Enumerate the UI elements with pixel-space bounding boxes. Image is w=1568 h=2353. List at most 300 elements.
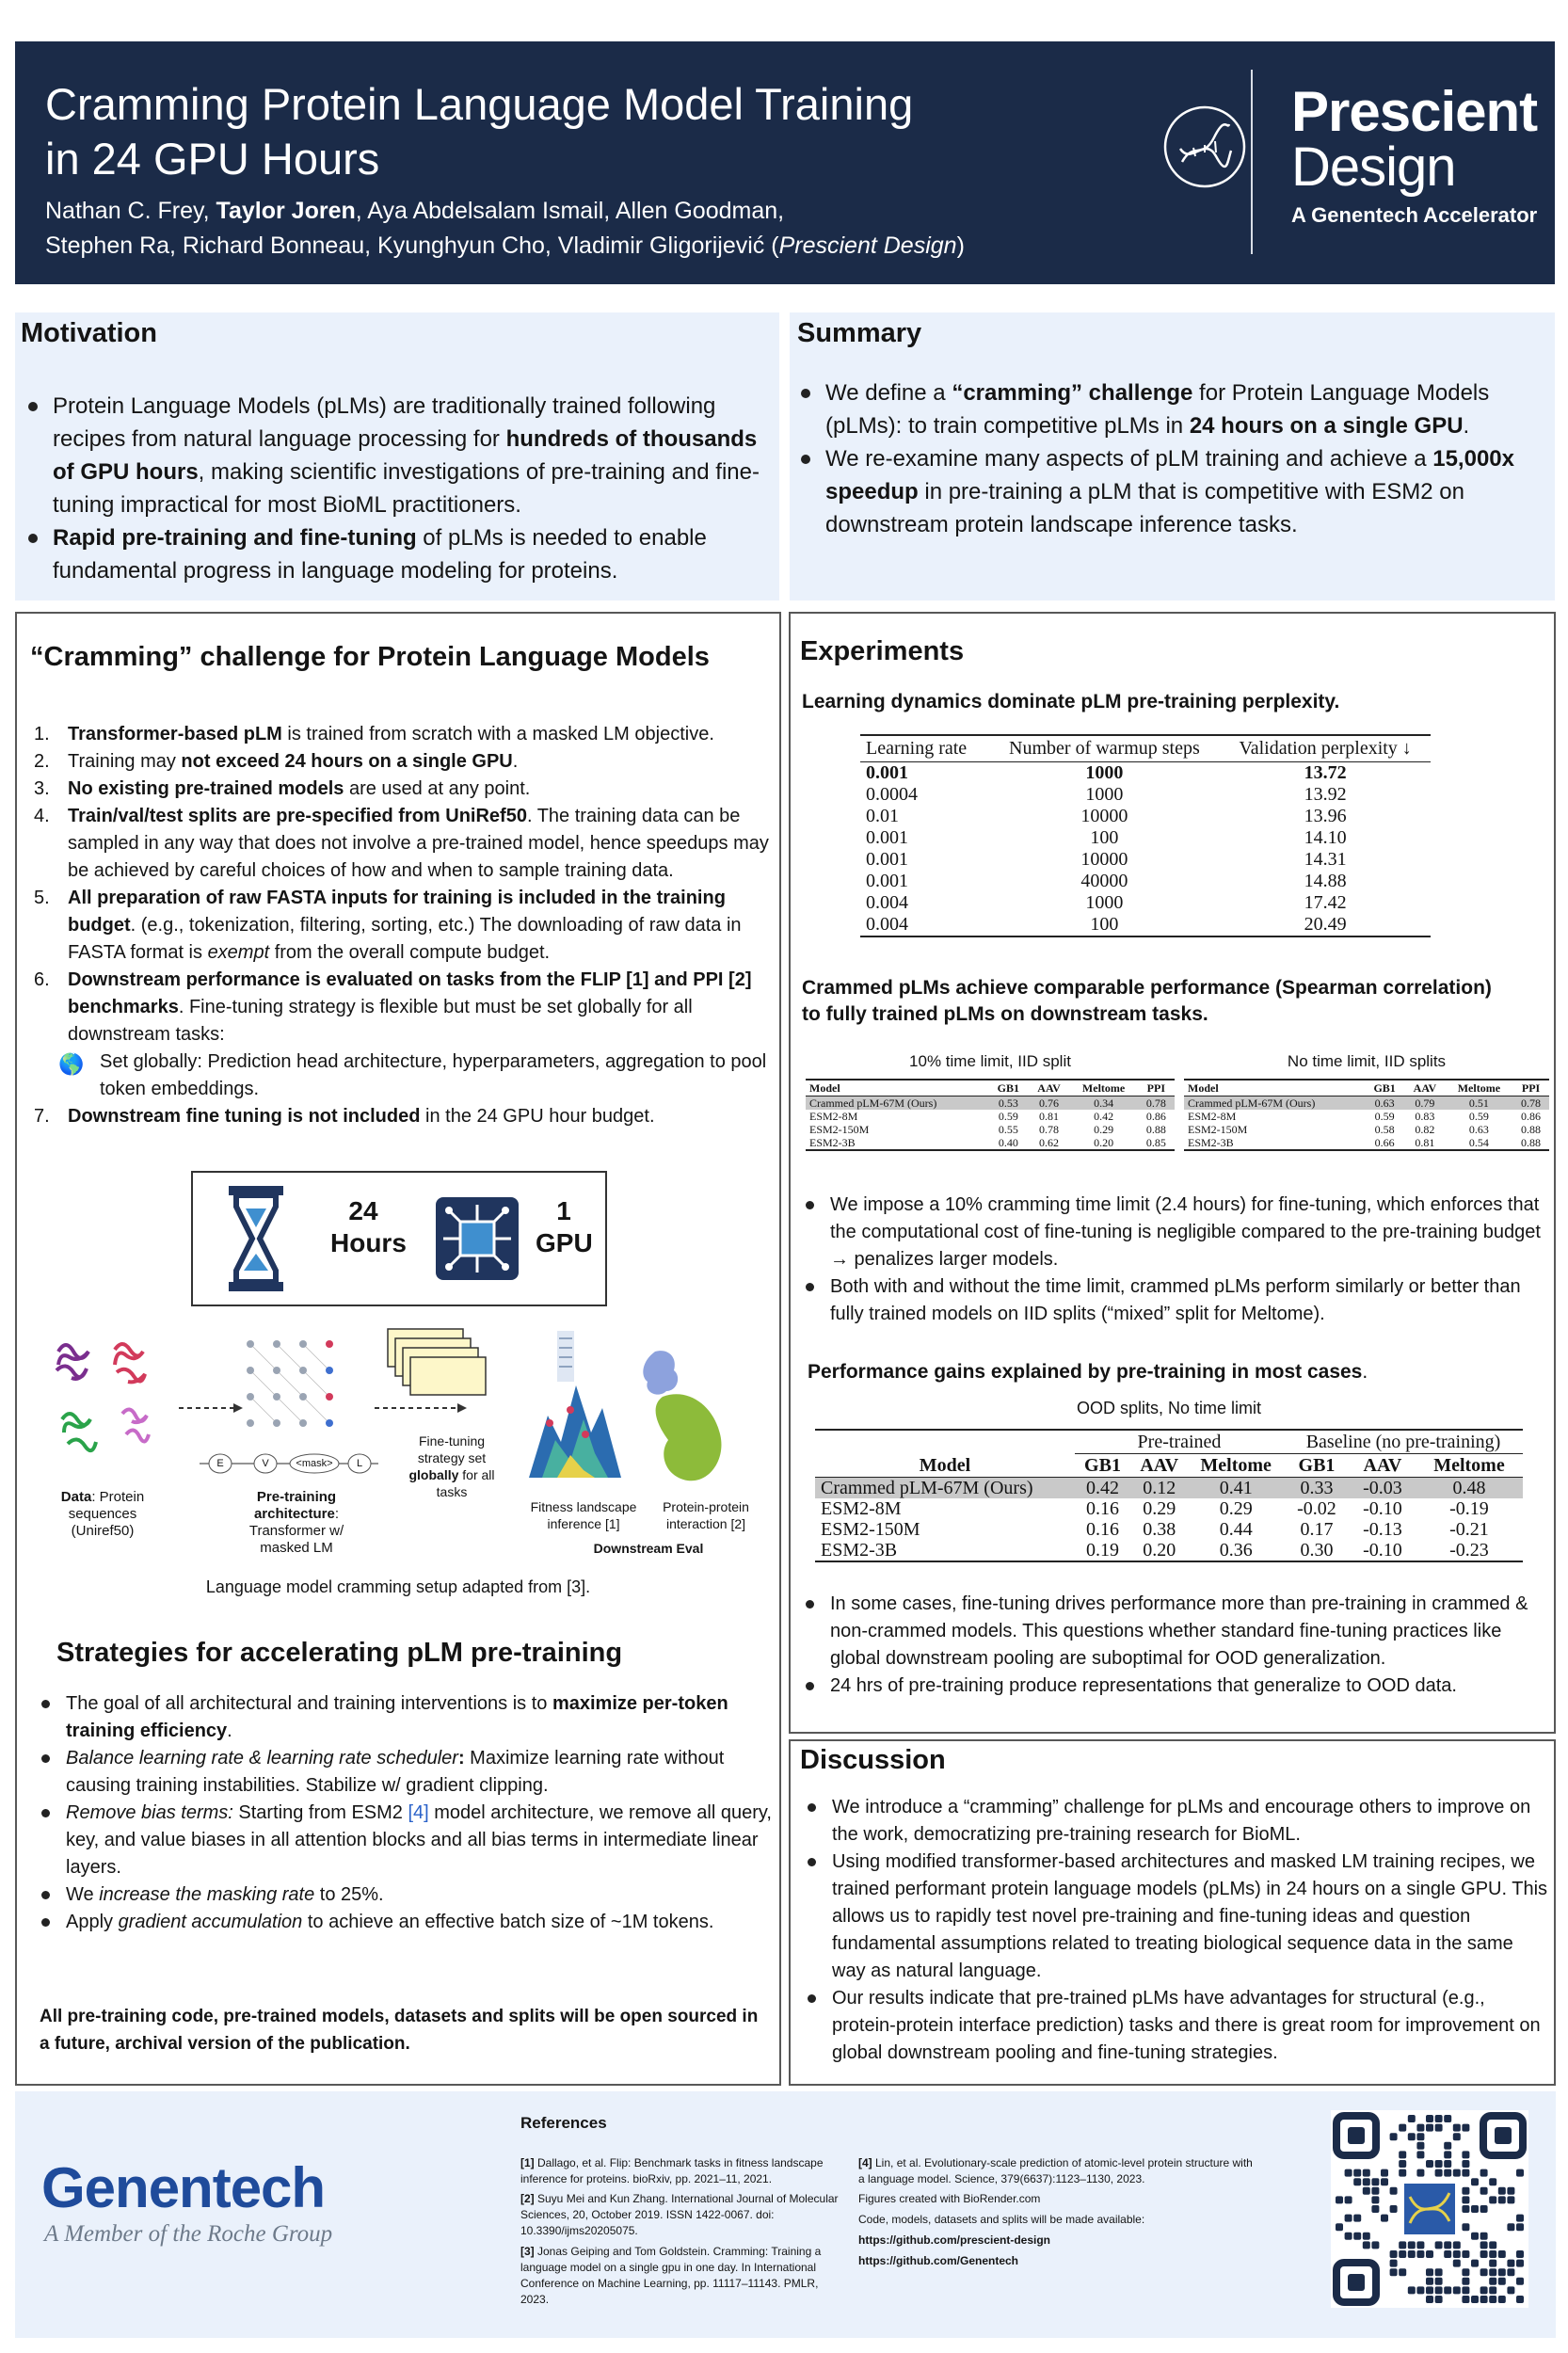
table-cell: 17.42 — [1304, 892, 1347, 913]
qr-module — [1480, 2205, 1488, 2213]
logo-divider — [1251, 70, 1253, 254]
iid-no-limit-table — [1184, 1079, 1549, 1151]
reference-2: [2] Suyu Mei and Kun Zhang. International Journal of Molecular Sciences, 20, October 2019. ISSN 1422-0067. doi: 10.3390/ijms20205075. — [520, 2192, 839, 2237]
qr-module — [1462, 2169, 1469, 2177]
gpu-label: GPU — [536, 1228, 593, 1257]
column-header: Model — [919, 1454, 971, 1476]
table-cell: Crammed pLM-67M (Ours) — [821, 1478, 1033, 1498]
list-item: Remove bias terms: Starting from ESM2 [4] model architecture, we remove all query, key, and value biases in all attention blocks and all bias terms in intermediate linear layers. — [34, 1800, 774, 1881]
list-item: Apply gradient accumulation to achieve an effective batch size of ~1M tokens. — [34, 1909, 774, 1936]
qr-module — [1371, 2178, 1379, 2185]
table-cell: 0.17 — [1300, 1519, 1334, 1540]
qr-module — [1345, 2215, 1352, 2222]
qr-module — [1471, 2178, 1479, 2185]
reference-4: [4] Lin, et al. Evolutionary-scale prediction of atomic-level protein structure with a language model. Science, 379(6637):1123–1130, 2023. — [858, 2156, 1253, 2185]
iid-time-limit-table — [806, 1079, 1175, 1151]
qr-module — [1336, 2223, 1343, 2231]
column-header: AAV — [1140, 1455, 1179, 1476]
list-item: 24 hrs of pre-training produce representations that generalize to OOD data. — [798, 1673, 1549, 1700]
rule-item: 6. Downstream performance is evaluated on tasks from the FLIP [1] and PPI [2] benchmarks. Fine-tuning strategy is flexible but must be set globally for all downstream tasks: — [34, 969, 752, 1045]
table-cell: 0.42 — [1086, 1478, 1119, 1498]
table-cell: 0.82 — [1415, 1123, 1435, 1136]
qr-module — [1480, 2286, 1488, 2294]
brand-prescient: Prescient — [1291, 80, 1538, 143]
qr-module — [1516, 2169, 1524, 2177]
ppi-label: Protein-protein interaction [2] — [663, 1499, 749, 1531]
qr-module — [1516, 2250, 1524, 2258]
table-cell: 0.54 — [1468, 1136, 1489, 1149]
qr-module — [1426, 2268, 1433, 2276]
qr-module — [1345, 2169, 1352, 2177]
qr-module — [1489, 2196, 1496, 2203]
qr-module — [1507, 2196, 1514, 2203]
table-cell: 0.66 — [1374, 1136, 1395, 1149]
column-header: GB1 — [1373, 1081, 1396, 1095]
qr-module — [1462, 2223, 1469, 2231]
qr-module — [1353, 2169, 1361, 2177]
qr-module — [1462, 2160, 1469, 2168]
table-cell: Crammed pLM-67M (Ours) — [809, 1096, 937, 1110]
qr-module — [1435, 2115, 1443, 2122]
qr-module — [1462, 2250, 1469, 2258]
reference-1: [1] Dallago, et al. Flip: Benchmark tasks in fitness landscape inference for proteins. bioRxiv, pp. 2021–11, 2021. — [520, 2156, 824, 2185]
qr-module — [1498, 2187, 1506, 2195]
qr-module — [1408, 2286, 1416, 2294]
qr-module — [1462, 2196, 1469, 2203]
architecture-label: Pre-training architecture: Transformer w/ masked LM — [248, 1489, 344, 1556]
authors-text: , Aya Abdelsalam Ismail, Allen Goodman, — [355, 198, 785, 224]
table-cell: 14.10 — [1304, 827, 1347, 848]
table-row — [815, 1540, 1523, 1561]
roche-tagline: A Member of the Roche Group — [44, 2221, 333, 2247]
column-header: PPI — [1521, 1081, 1541, 1095]
table-cell: 0.63 — [1374, 1096, 1395, 1110]
table-cell: 0.01 — [866, 806, 899, 826]
qr-module — [1416, 2250, 1424, 2258]
gpu-chip-icon — [430, 1192, 524, 1286]
fitness-landscape-icon — [529, 1329, 623, 1483]
table-cell: 0.59 — [1374, 1110, 1395, 1123]
table-cell: 0.81 — [1415, 1136, 1435, 1149]
challenge-rules-list — [34, 721, 772, 1130]
qr-module — [1408, 2133, 1416, 2140]
column-header: AAV — [1413, 1081, 1437, 1095]
qr-module — [1390, 2205, 1398, 2213]
table-cell: 1000 — [1085, 784, 1124, 805]
poster-title — [45, 77, 913, 186]
table-cell: 20.49 — [1304, 914, 1347, 935]
table-cell: 0.78 — [1521, 1096, 1542, 1110]
qr-module — [1498, 2296, 1506, 2303]
qr-module — [1416, 2286, 1424, 2294]
qr-module — [1489, 2260, 1496, 2267]
qr-module — [1507, 2268, 1514, 2276]
table-cell: 0.004 — [866, 892, 908, 913]
qr-module — [1462, 2278, 1469, 2285]
list-item: Balance learning rate & learning rate scheduler: Maximize learning rate without causing training instabilities. Stabilize w/ gradient clipping. — [34, 1745, 774, 1800]
brand-design: Design — [1291, 136, 1456, 198]
ood-table — [815, 1429, 1523, 1562]
table-row — [806, 1096, 1175, 1111]
list-item: We increase the masking rate to 25%. — [34, 1881, 774, 1909]
qr-module — [1408, 2115, 1416, 2122]
affiliation: Prescient Design — [778, 232, 957, 259]
table-cell: 0.76 — [1039, 1096, 1059, 1110]
table-cell: -0.10 — [1363, 1498, 1402, 1519]
table-caption: OOD splits, No time limit — [1076, 1399, 1262, 1417]
qr-module — [1426, 2124, 1433, 2132]
qr-module — [1444, 2160, 1451, 2168]
table-cell: 1000 — [1085, 892, 1124, 913]
qr-module — [1399, 2268, 1406, 2276]
poster-header — [15, 41, 1555, 284]
column-header: GB1 — [997, 1081, 1019, 1095]
summary-list — [793, 376, 1537, 541]
table-row — [860, 806, 1431, 827]
qr-module — [1435, 2278, 1443, 2285]
rule-item: 2. Training may not exceed 24 hours on a single GPU. — [34, 751, 519, 772]
qr-module — [1462, 2124, 1469, 2132]
table-row — [1184, 1136, 1549, 1150]
list-item: We re-examine many aspects of pLM training and achieve a 15,000x speedup in pre-training a pLM that is competitive with ESM2 on downstream protein landscape inference tasks. — [793, 442, 1537, 541]
table-cell: ESM2-8M — [1188, 1110, 1237, 1123]
qr-module — [1498, 2278, 1506, 2285]
qr-module — [1371, 2187, 1379, 2195]
qr-module — [1453, 2133, 1461, 2140]
table-cell: ESM2-3B — [809, 1136, 856, 1149]
qr-module — [1363, 2233, 1370, 2240]
rule-subitem: 🌎 Set globally: Prediction head architecture, hyperparameters, aggregation to pool token embeddings. — [58, 1051, 767, 1099]
table-row — [860, 849, 1431, 871]
table-cell: 14.88 — [1304, 871, 1347, 891]
column-header: Number of warmup steps — [1009, 738, 1200, 759]
downstream-eval-label: Downstream Eval — [593, 1541, 704, 1556]
qr-module — [1453, 2286, 1461, 2294]
qr-module — [1371, 2196, 1379, 2203]
qr-module — [1426, 2115, 1433, 2122]
arrow-icon — [375, 1402, 469, 1414]
qr-module — [1435, 2169, 1443, 2177]
qr-module — [1462, 2286, 1469, 2294]
qr-module — [1516, 2223, 1524, 2231]
table-cell: 0.42 — [1094, 1110, 1114, 1123]
qr-module — [1399, 2124, 1406, 2132]
qr-module — [1399, 2250, 1406, 2258]
qr-module — [1516, 2260, 1524, 2267]
table-cell: 13.96 — [1304, 806, 1347, 826]
qr-module — [1353, 2215, 1361, 2222]
qr-module — [1390, 2187, 1398, 2195]
author-list — [45, 194, 965, 264]
table-cell: -0.10 — [1363, 1540, 1402, 1561]
summary-title: Summary — [797, 318, 922, 348]
table-cell: 13.72 — [1304, 762, 1347, 783]
list-item: Using modified transformer-based architectures and masked LM training recipes, we trained performant protein language models (pLMs) in 24 hours on a single GPU. This allows us to rapidly test novel pre-training and fine-tuning ideas and question fundamental assumptions related to treating biological sequence data in the same way as natural language. — [800, 1849, 1549, 1985]
qr-module — [1416, 2124, 1424, 2132]
qr-module — [1489, 2278, 1496, 2285]
qr-module — [1462, 2205, 1469, 2213]
table-caption: 10% time limit, IID split — [909, 1052, 1071, 1070]
token-label: E — [216, 1458, 224, 1469]
table-cell: 0.53 — [998, 1096, 1018, 1110]
table-row — [1184, 1123, 1549, 1136]
qr-module — [1444, 2151, 1451, 2158]
qr-module — [1390, 2260, 1398, 2267]
fitness-label: Fitness landscape inference [1] — [530, 1499, 637, 1531]
table-cell: 0.001 — [866, 849, 908, 870]
table-cell: 0.59 — [1468, 1110, 1489, 1123]
reference-link[interactable]: [4] — [408, 1802, 429, 1823]
column-header: Model — [1188, 1081, 1219, 1095]
qr-module — [1507, 2187, 1514, 2195]
github-prescient-link[interactable]: https://github.com/prescient-design — [858, 2233, 1051, 2247]
qr-module — [1471, 2205, 1479, 2213]
qr-module — [1353, 2233, 1361, 2240]
qr-module — [1363, 2169, 1370, 2177]
table-cell: 0.20 — [1143, 1540, 1176, 1561]
list-item: Protein Language Models (pLMs) are traditionally trained following recipes from natural language processing for hundreds of thousands of GPU hours, making scientific investigations of pre-training and fine-tuning impractical for most BioML practitioners. — [21, 390, 774, 521]
qr-module — [1489, 2241, 1496, 2249]
table-cell: -0.02 — [1297, 1498, 1336, 1519]
table-cell: 0.12 — [1143, 1478, 1176, 1498]
table-cell: 0.004 — [866, 914, 908, 935]
qr-module — [1489, 2250, 1496, 2258]
learning-dynamics-heading: Learning dynamics dominate pLM pre-training perplexity. — [802, 691, 1340, 712]
qr-module — [1507, 2286, 1514, 2294]
list-item: Our results indicate that pre-trained pLMs have advantages for structural (e.g., protein-protein interface prediction) tasks and there is great room for improvement on global downstream pooling and fine-tuning strategies. — [800, 1985, 1549, 2067]
qr-module — [1353, 2178, 1361, 2185]
title-line-1: Cramming Protein Language Model Training — [45, 79, 914, 129]
table-cell: 0.59 — [998, 1110, 1018, 1123]
table-cell: -0.23 — [1449, 1540, 1489, 1561]
motivation-panel — [15, 312, 779, 600]
qr-module — [1416, 2169, 1424, 2177]
strategies-title: Strategies for accelerating pLM pre-training — [56, 1638, 623, 1668]
hourglass-icon — [229, 1186, 283, 1291]
table-cell: ESM2-150M — [821, 1519, 920, 1540]
authors-text: Nathan C. Frey, — [45, 198, 216, 224]
table-cell: -0.19 — [1449, 1498, 1489, 1519]
authors-text: Stephen Ra, Richard Bonneau, Kyunghyun Cho, Vladimir Gligorijević ( — [45, 232, 779, 259]
table-row — [1184, 1096, 1549, 1111]
github-genentech-link[interactable]: https://github.com/Genentech — [858, 2254, 1018, 2267]
table-cell: -0.03 — [1363, 1478, 1402, 1498]
brand-tagline: A Genentech Accelerator — [1291, 203, 1538, 227]
cramming-title: “Cramming” challenge for Protein Language Models — [30, 642, 710, 672]
table-cell: 0.79 — [1415, 1096, 1435, 1110]
rule-item: 7. Downstream fine tuning is not included in the 24 GPU hour budget. — [34, 1106, 655, 1127]
dna-logo-icon — [1161, 104, 1248, 190]
column-header: AAV — [1363, 1455, 1402, 1476]
qr-module — [1498, 2268, 1506, 2276]
table-row — [815, 1519, 1523, 1540]
table-cell: 10000 — [1080, 806, 1128, 826]
qr-module — [1453, 2250, 1461, 2258]
qr-module — [1345, 2233, 1352, 2240]
qr-module — [1444, 2286, 1451, 2294]
table-row — [1184, 1110, 1549, 1123]
qr-module — [1498, 2250, 1506, 2258]
table-header-row — [860, 735, 1431, 762]
mask-token-label: <mask> — [296, 1458, 333, 1469]
table-cell: 0.19 — [1086, 1540, 1119, 1561]
experiments-list-2 — [798, 1591, 1549, 1700]
qr-module — [1453, 2169, 1461, 2177]
qr-module — [1435, 2268, 1443, 2276]
hours-number: 24 — [348, 1196, 378, 1225]
table-cell: 0.0004 — [866, 784, 918, 805]
protein-sequences-icon — [49, 1333, 160, 1470]
table-cell: 0.86 — [1145, 1110, 1166, 1123]
table-cell: 0.001 — [866, 762, 908, 783]
qr-module — [1363, 2187, 1370, 2195]
presenting-author: Taylor Joren — [216, 198, 356, 224]
table-cell: ESM2-3B — [1188, 1136, 1234, 1149]
ood-heading: Performance gains explained by pre-training in most cases. — [808, 1361, 1368, 1383]
qr-module — [1390, 2133, 1398, 2140]
list-item: In some cases, fine-tuning drives performance more than pre-training in crammed & non-crammed models. This questions whether standard fine-tuning practices like global downstream pooling are suboptimal for OOD generalization. — [798, 1591, 1549, 1673]
table-cell: 0.88 — [1145, 1123, 1166, 1136]
hours-label: Hours — [330, 1228, 407, 1257]
qr-module — [1435, 2241, 1443, 2249]
qr-module — [1381, 2169, 1388, 2177]
table-cell: ESM2-150M — [1188, 1123, 1248, 1136]
qr-module — [1489, 2296, 1496, 2303]
table-cell: 0.29 — [1143, 1498, 1176, 1519]
qr-module — [1416, 2151, 1424, 2158]
column-header: Validation perplexity ↓ — [1239, 738, 1412, 759]
table-cell: 0.33 — [1300, 1478, 1334, 1498]
table-cell: -0.13 — [1363, 1519, 1402, 1540]
qr-module — [1444, 2169, 1451, 2177]
table-cell: ESM2-8M — [809, 1110, 858, 1123]
table-row — [815, 1498, 1523, 1519]
token-label: V — [262, 1458, 269, 1469]
table-cell: 0.29 — [1219, 1498, 1253, 1519]
qr-module — [1480, 2187, 1488, 2195]
qr-module — [1516, 2215, 1524, 2222]
table-cell: 100 — [1090, 827, 1119, 848]
table-row — [860, 871, 1431, 892]
table-cell: 0.44 — [1219, 1519, 1253, 1540]
qr-module — [1507, 2260, 1514, 2267]
table-cell: -0.21 — [1449, 1519, 1489, 1540]
table-cell: 0.20 — [1094, 1136, 1114, 1149]
column-header: Meltome — [1433, 1455, 1505, 1476]
column-header: AAV — [1037, 1081, 1061, 1095]
rule-item: 3. No existing pre-trained models are used at any point. — [34, 778, 531, 799]
table-cell: 0.001 — [866, 827, 908, 848]
globe-icon: 🌎 — [58, 1052, 85, 1076]
qr-module — [1462, 2187, 1469, 2195]
qr-module — [1426, 2160, 1433, 2168]
experiments-title: Experiments — [800, 636, 965, 666]
figure-caption: Language model cramming setup adapted from [3]. — [205, 1577, 591, 1596]
list-item: We define a “cramming” challenge for Protein Language Models (pLMs): to train competitive pLMs in 24 hours on a single GPU. — [793, 376, 1537, 442]
table-cell: 0.29 — [1094, 1123, 1114, 1136]
qr-module — [1390, 2250, 1398, 2258]
table-cell: Crammed pLM-67M (Ours) — [1188, 1096, 1316, 1110]
table-cell: 0.78 — [1145, 1096, 1166, 1110]
table-cell: 0.16 — [1086, 1519, 1119, 1540]
list-item: We introduce a “cramming” challenge for pLMs and encourage others to improve on the work, democratizing pre-training research for BioML. — [800, 1794, 1549, 1849]
column-header: GB1 — [1084, 1455, 1121, 1476]
qr-module — [1426, 2286, 1433, 2294]
table-cell: ESM2-150M — [809, 1123, 870, 1136]
qr-module — [1399, 2151, 1406, 2158]
genentech-logo: Genentech — [41, 2156, 326, 2219]
qr-module — [1453, 2124, 1461, 2132]
table-caption: No time limit, IID splits — [1287, 1052, 1447, 1070]
table-cell: 0.30 — [1300, 1540, 1334, 1561]
qr-module — [1471, 2296, 1479, 2303]
strategies-list — [34, 1690, 774, 1936]
biorender-credit: Figures created with BioRender.com — [858, 2192, 1041, 2205]
qr-module — [1444, 2250, 1451, 2258]
rule-item: 1. Transformer-based pLM is trained from scratch with a masked LM objective. — [34, 724, 714, 744]
availability-note: Code, models, datasets and splits will be made available: — [858, 2213, 1145, 2226]
table-cell: 0.34 — [1094, 1096, 1114, 1110]
qr-module — [1371, 2205, 1379, 2213]
qr-module — [1462, 2151, 1469, 2158]
open-source-note: All pre-training code, pre-trained models, datasets and splits will be open sourced in a future, archival version of the publication. — [40, 2007, 759, 2054]
table-row — [860, 914, 1431, 936]
qr-module — [1371, 2241, 1379, 2249]
column-header: Meltome — [1200, 1455, 1272, 1476]
table-cell: 10000 — [1080, 849, 1128, 870]
qr-module — [1453, 2260, 1461, 2267]
qr-module — [1480, 2169, 1488, 2177]
table-row — [806, 1110, 1175, 1123]
data-label: Data: Protein sequences (Uniref50) — [60, 1489, 145, 1539]
table-cell: 40000 — [1080, 871, 1128, 891]
table-row — [860, 827, 1431, 849]
gpu-number: 1 — [556, 1196, 571, 1225]
table-row — [860, 762, 1431, 785]
summary-panel — [790, 312, 1555, 600]
qr-module — [1480, 2268, 1488, 2276]
fine-tuning-label: Fine-tuning strategy set globally for all tasks — [408, 1433, 495, 1499]
qr-module — [1480, 2233, 1488, 2240]
qr-module — [1426, 2250, 1433, 2258]
qr-module — [1462, 2268, 1469, 2276]
table-row — [806, 1123, 1175, 1136]
qr-module — [1426, 2278, 1433, 2285]
qr-module — [1444, 2241, 1451, 2249]
qr-module — [1480, 2241, 1488, 2249]
qr-module — [1416, 2241, 1424, 2249]
list-item: Both with and without the time limit, crammed pLMs perform similarly or better than fully trained models on IID splits (“mixed” split for Meltome). — [798, 1273, 1549, 1328]
table-cell: 0.51 — [1468, 1096, 1489, 1110]
table-cell: 14.31 — [1304, 849, 1347, 870]
table-cell: 0.16 — [1086, 1498, 1119, 1519]
qr-module — [1516, 2278, 1524, 2285]
column-header: Model — [809, 1081, 840, 1095]
qr-code-icon[interactable] — [1331, 2110, 1528, 2308]
performance-heading: Crammed pLMs achieve comparable performance (Spearman correlation) to fully trained pLMs on downstream tasks. — [802, 977, 1492, 1025]
qr-module — [1381, 2178, 1388, 2185]
table-cell: 13.92 — [1304, 784, 1347, 805]
qr-module — [1426, 2296, 1433, 2303]
discussion-list — [800, 1794, 1549, 2067]
list-item: The goal of all architectural and training interventions is to maximize per-token training efficiency. — [34, 1690, 774, 1745]
qr-module — [1444, 2115, 1451, 2122]
table-group-row — [815, 1430, 1523, 1454]
references-title: References — [520, 2114, 607, 2132]
experiments-list-1 — [798, 1192, 1549, 1328]
transformer-network-icon — [241, 1333, 344, 1436]
rule-item: 5. All preparation of raw FASTA inputs for training is included in the training budget. (e.g., tokenization, filtering, sorting, etc.) The downloading of raw data in FASTA format is exempt from the overall compute budget. — [34, 888, 742, 963]
